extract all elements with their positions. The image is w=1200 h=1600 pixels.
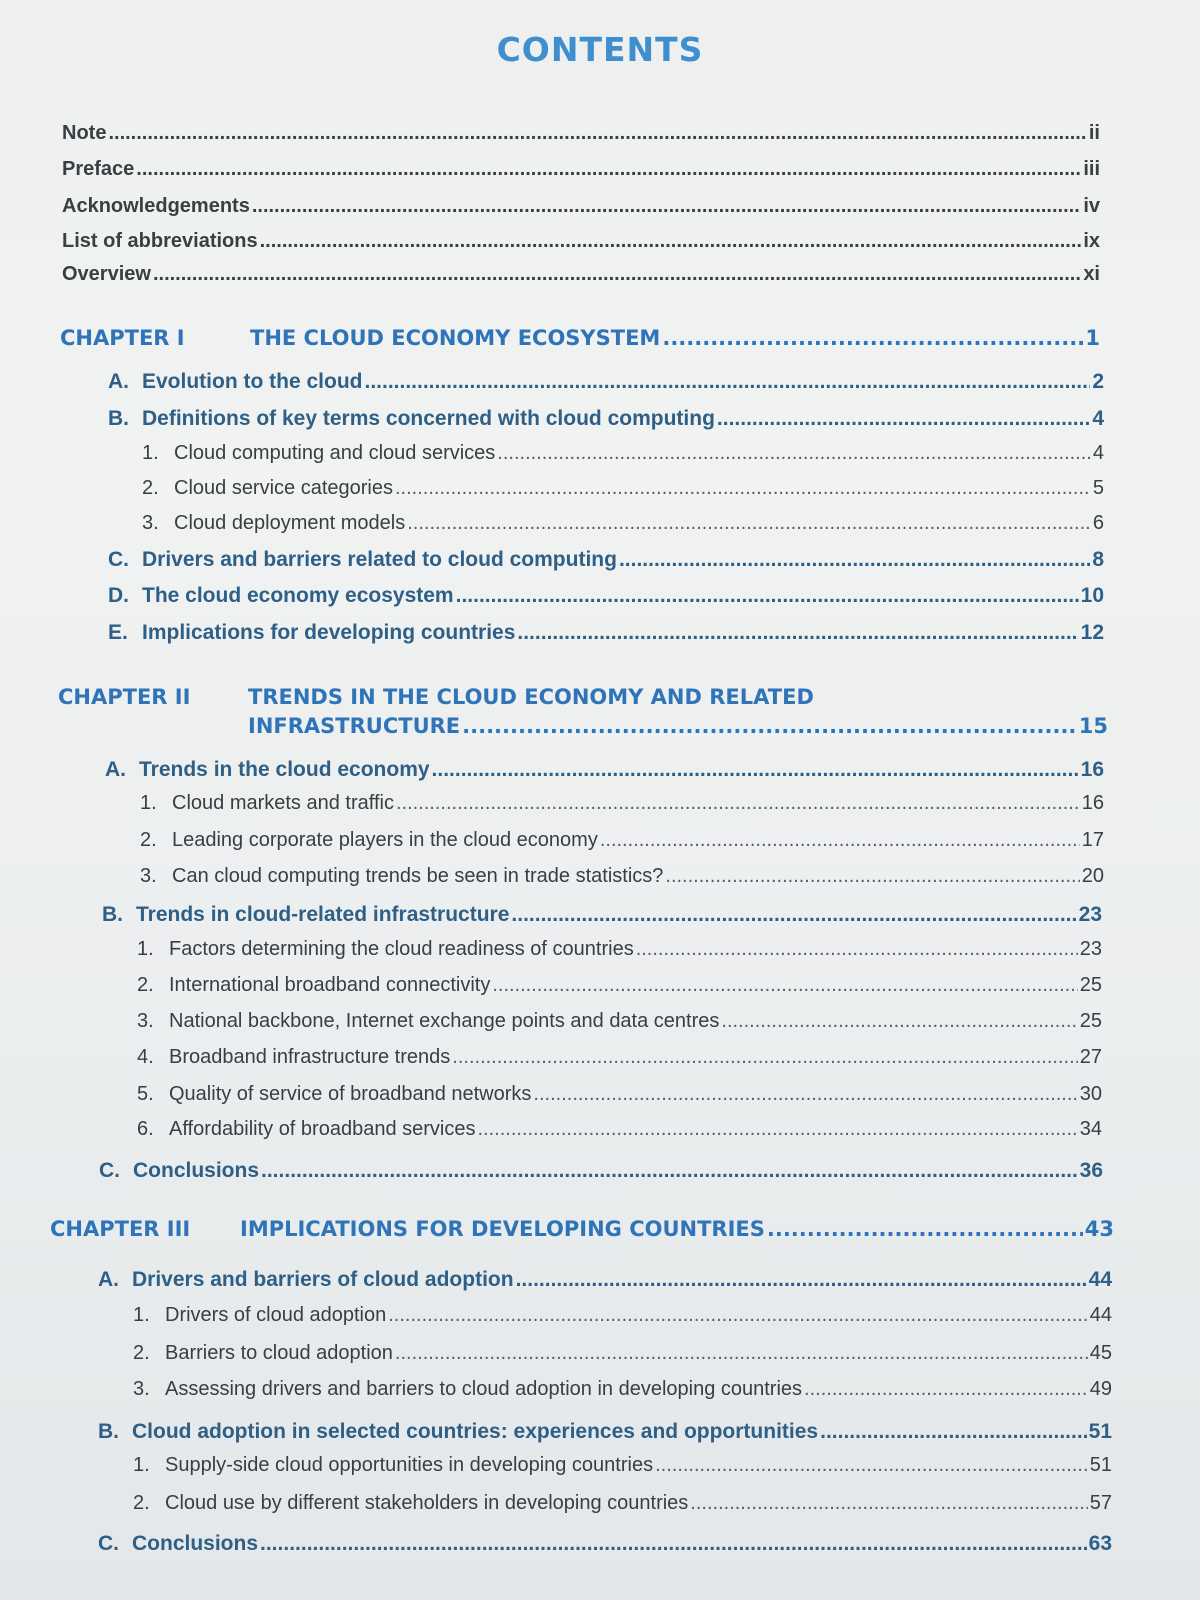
section-page: 16 [1080,758,1104,781]
section-title: Trends in the cloud economy [139,758,430,781]
section-entry[interactable] [108,584,1104,608]
section-title: Drivers and barriers of cloud adoption [132,1268,514,1291]
subsection-title: Affordability of broadband services [169,1118,476,1140]
dot-leader [655,1454,1088,1477]
subsection-entry[interactable] [140,829,1104,852]
dot-leader [452,1046,1077,1069]
section-page: 12 [1080,621,1104,644]
subsection-number: 5. [137,1083,154,1105]
dot-leader [767,1217,1083,1241]
subsection-page: 20 [1081,865,1104,887]
section-page: 63 [1088,1532,1112,1555]
subsection-page: 45 [1089,1342,1112,1364]
section-entry[interactable] [108,548,1104,572]
section-page: 51 [1088,1420,1112,1443]
section-title: Conclusions [133,1159,260,1182]
section-letter: A. [108,370,129,393]
toc-entry-acknowledgements[interactable] [62,195,1100,218]
dot-leader [432,758,1079,782]
toc-entry-note[interactable] [62,122,1100,145]
dot-leader [717,407,1090,431]
section-page: 44 [1088,1268,1112,1291]
subsection-number: 3. [137,1010,154,1032]
subsection-entry[interactable] [137,1046,1102,1069]
subsection-title: Cloud service categories [174,477,393,499]
subsection-entry[interactable] [133,1378,1112,1401]
subsection-title: Leading corporate players in the cloud economy [172,829,598,851]
section-title: Cloud adoption in selected countries: experiences and opportunities [132,1420,819,1443]
subsection-entry[interactable] [133,1304,1112,1327]
chapter-number: CHAPTER III [50,1217,191,1241]
dot-leader [665,865,1079,888]
subsection-page: 51 [1089,1454,1112,1476]
subsection-title: National backbone, Internet exchange points and data centres [169,1010,720,1032]
subsection-title: Cloud markets and traffic [172,792,394,814]
subsection-entry[interactable] [137,974,1102,997]
chapter-heading-3[interactable] [50,1217,1114,1241]
subsection-page: 57 [1089,1492,1112,1514]
subsection-entry[interactable] [133,1492,1112,1515]
section-letter: A. [98,1268,119,1291]
subsection-page: 23 [1079,938,1102,960]
dot-leader [600,829,1080,852]
dot-leader [721,1010,1077,1033]
subsection-title: International broadband connectivity [169,974,491,996]
section-title: Evolution to the cloud [142,370,363,393]
toc-entry-label: Preface [62,158,135,180]
section-title: Conclusions [132,1532,259,1555]
dot-leader [108,122,1086,145]
dot-leader [260,230,1082,253]
subsection-number: 3. [140,865,157,887]
dot-leader [388,1304,1088,1327]
subsection-number: 3. [142,512,159,534]
subsection-title: Factors determining the cloud readiness of countries [169,938,634,960]
dot-leader [511,903,1076,927]
section-title: Trends in cloud-related infrastructure [136,903,510,926]
dot-leader [252,195,1081,218]
subsection-title: Barriers to cloud adoption [165,1342,393,1364]
section-letter: B. [102,903,123,926]
dot-leader [497,442,1091,465]
dot-leader [516,1268,1087,1292]
section-letter: B. [98,1420,119,1443]
subsection-title: Can cloud computing trends be seen in trade statistics? [172,865,664,887]
subsection-entry[interactable] [133,1342,1112,1365]
dot-leader [364,370,1090,394]
chapter-number: CHAPTER I [60,326,185,350]
subsection-number: 1. [133,1454,150,1476]
subsection-page: 25 [1079,974,1102,996]
subsection-page: 4 [1092,442,1104,464]
dot-leader [517,621,1078,645]
subsection-page: 44 [1089,1304,1112,1326]
dot-leader [492,974,1077,997]
section-page: 23 [1078,903,1102,926]
subsection-number: 2. [133,1492,150,1514]
dot-leader [260,1532,1087,1556]
subsection-number: 1. [140,792,157,814]
section-page: 36 [1079,1159,1103,1182]
subsection-page: 30 [1079,1083,1102,1105]
toc-entry-label: Note [62,122,107,144]
dot-leader [533,1083,1077,1106]
chapter-title: TRENDS IN THE CLOUD ECONOMY AND RELATED [248,685,814,709]
subsection-number: 2. [137,974,154,996]
toc-entry-page: ix [1083,230,1100,252]
dot-leader [153,263,1081,286]
section-title: Definitions of key terms concerned with cloud computing [142,407,715,430]
subsection-page: 49 [1089,1378,1112,1400]
subsection-entry[interactable] [142,442,1104,465]
dot-leader [395,1342,1088,1365]
toc-entry-label: Acknowledgements [62,195,250,217]
subsection-title: Assessing drivers and barriers to cloud adoption in developing countries [165,1378,803,1400]
subsection-entry[interactable] [137,1118,1102,1141]
chapter-page: 15 [1078,714,1108,738]
section-entry[interactable] [105,758,1104,782]
dot-leader [477,1118,1077,1141]
subsection-entry[interactable] [140,792,1104,815]
dot-leader [136,158,1081,181]
toc-entry-preface[interactable] [62,158,1100,181]
toc-entry-abbreviations[interactable] [62,230,1100,253]
subsection-number: 2. [133,1342,150,1364]
dot-leader [804,1378,1088,1401]
page-title: CONTENTS [496,30,704,69]
section-page: 8 [1092,548,1104,571]
dot-leader [395,477,1091,500]
subsection-title: Drivers of cloud adoption [165,1304,387,1326]
section-page: 4 [1092,407,1104,430]
dot-leader [462,714,1077,738]
subsection-title: Cloud use by different stakeholders in developing countries [165,1492,689,1514]
subsection-title: Supply-side cloud opportunities in developing countries [165,1454,654,1476]
subsection-title: Broadband infrastructure trends [169,1046,451,1068]
dot-leader [662,326,1083,350]
dot-leader [690,1492,1087,1515]
dot-leader [396,792,1080,815]
section-title: Implications for developing countries [142,621,516,644]
section-letter: D. [108,584,129,607]
subsection-number: 1. [133,1304,150,1326]
section-letter: C. [99,1159,120,1182]
section-title: Drivers and barriers related to cloud computing [142,548,617,571]
subsection-page: 27 [1079,1046,1102,1068]
subsection-number: 4. [137,1046,154,1068]
subsection-page: 17 [1081,829,1104,851]
chapter-heading-2-line1[interactable] [58,685,814,709]
subsection-page: 16 [1081,792,1104,814]
toc-entry-page: xi [1083,263,1100,285]
section-letter: C. [98,1532,119,1555]
subsection-number: 1. [142,442,159,464]
section-entry[interactable] [98,1420,1112,1444]
dot-leader [407,512,1091,535]
section-entry[interactable] [108,407,1104,431]
section-entry[interactable] [108,370,1104,394]
section-letter: B. [108,407,129,430]
dot-leader [456,584,1079,608]
chapter-title: THE CLOUD ECONOMY ECOSYSTEM [250,326,661,350]
section-entry[interactable] [108,621,1104,645]
subsection-title: Cloud computing and cloud services [174,442,496,464]
subsection-number: 2. [140,829,157,851]
chapter-title-continued: INFRASTRUCTURE [248,714,461,738]
toc-entry-page: iv [1083,195,1100,217]
toc-entry-page: iii [1083,158,1100,180]
subsection-entry[interactable] [133,1454,1112,1477]
section-letter: E. [108,621,128,644]
section-entry[interactable] [98,1268,1112,1292]
section-page: 10 [1080,584,1104,607]
subsection-title: Quality of service of broadband networks [169,1083,532,1105]
subsection-number: 2. [142,477,159,499]
subsection-number: 3. [133,1378,150,1400]
section-page: 2 [1092,370,1104,393]
subsection-number: 1. [137,938,154,960]
subsection-entry[interactable] [142,477,1104,500]
section-entry[interactable] [102,903,1102,927]
toc-entry-label: List of abbreviations [62,230,258,252]
subsection-entry[interactable] [140,865,1104,888]
subsection-page: 6 [1092,512,1104,534]
chapter-page: 43 [1084,1217,1114,1241]
subsection-entry[interactable] [137,938,1102,961]
dot-leader [619,548,1090,572]
subsection-number: 6. [137,1118,154,1140]
subsection-page: 25 [1079,1010,1102,1032]
subsection-entry[interactable] [137,1010,1102,1033]
toc-entry-overview[interactable] [62,263,1100,286]
toc-entry-page: ii [1088,122,1100,144]
section-entry[interactable] [98,1532,1112,1556]
subsection-page: 34 [1079,1118,1102,1140]
chapter-number: CHAPTER II [58,685,191,709]
chapter-page: 1 [1085,326,1100,350]
section-letter: C. [108,548,129,571]
subsection-title: Cloud deployment models [174,512,406,534]
chapter-heading-1[interactable] [60,326,1100,350]
chapter-title: IMPLICATIONS FOR DEVELOPING COUNTRIES [240,1217,765,1241]
dot-leader [261,1159,1078,1183]
toc-entry-label: Overview [62,263,151,285]
dot-leader [820,1420,1087,1444]
dot-leader [636,938,1078,961]
chapter-heading-2-line2[interactable] [248,714,1108,738]
subsection-page: 5 [1092,477,1104,499]
section-entry[interactable] [99,1159,1103,1183]
subsection-entry[interactable] [142,512,1104,535]
subsection-entry[interactable] [137,1083,1102,1106]
section-letter: A. [105,758,126,781]
section-title: The cloud economy ecosystem [142,584,454,607]
